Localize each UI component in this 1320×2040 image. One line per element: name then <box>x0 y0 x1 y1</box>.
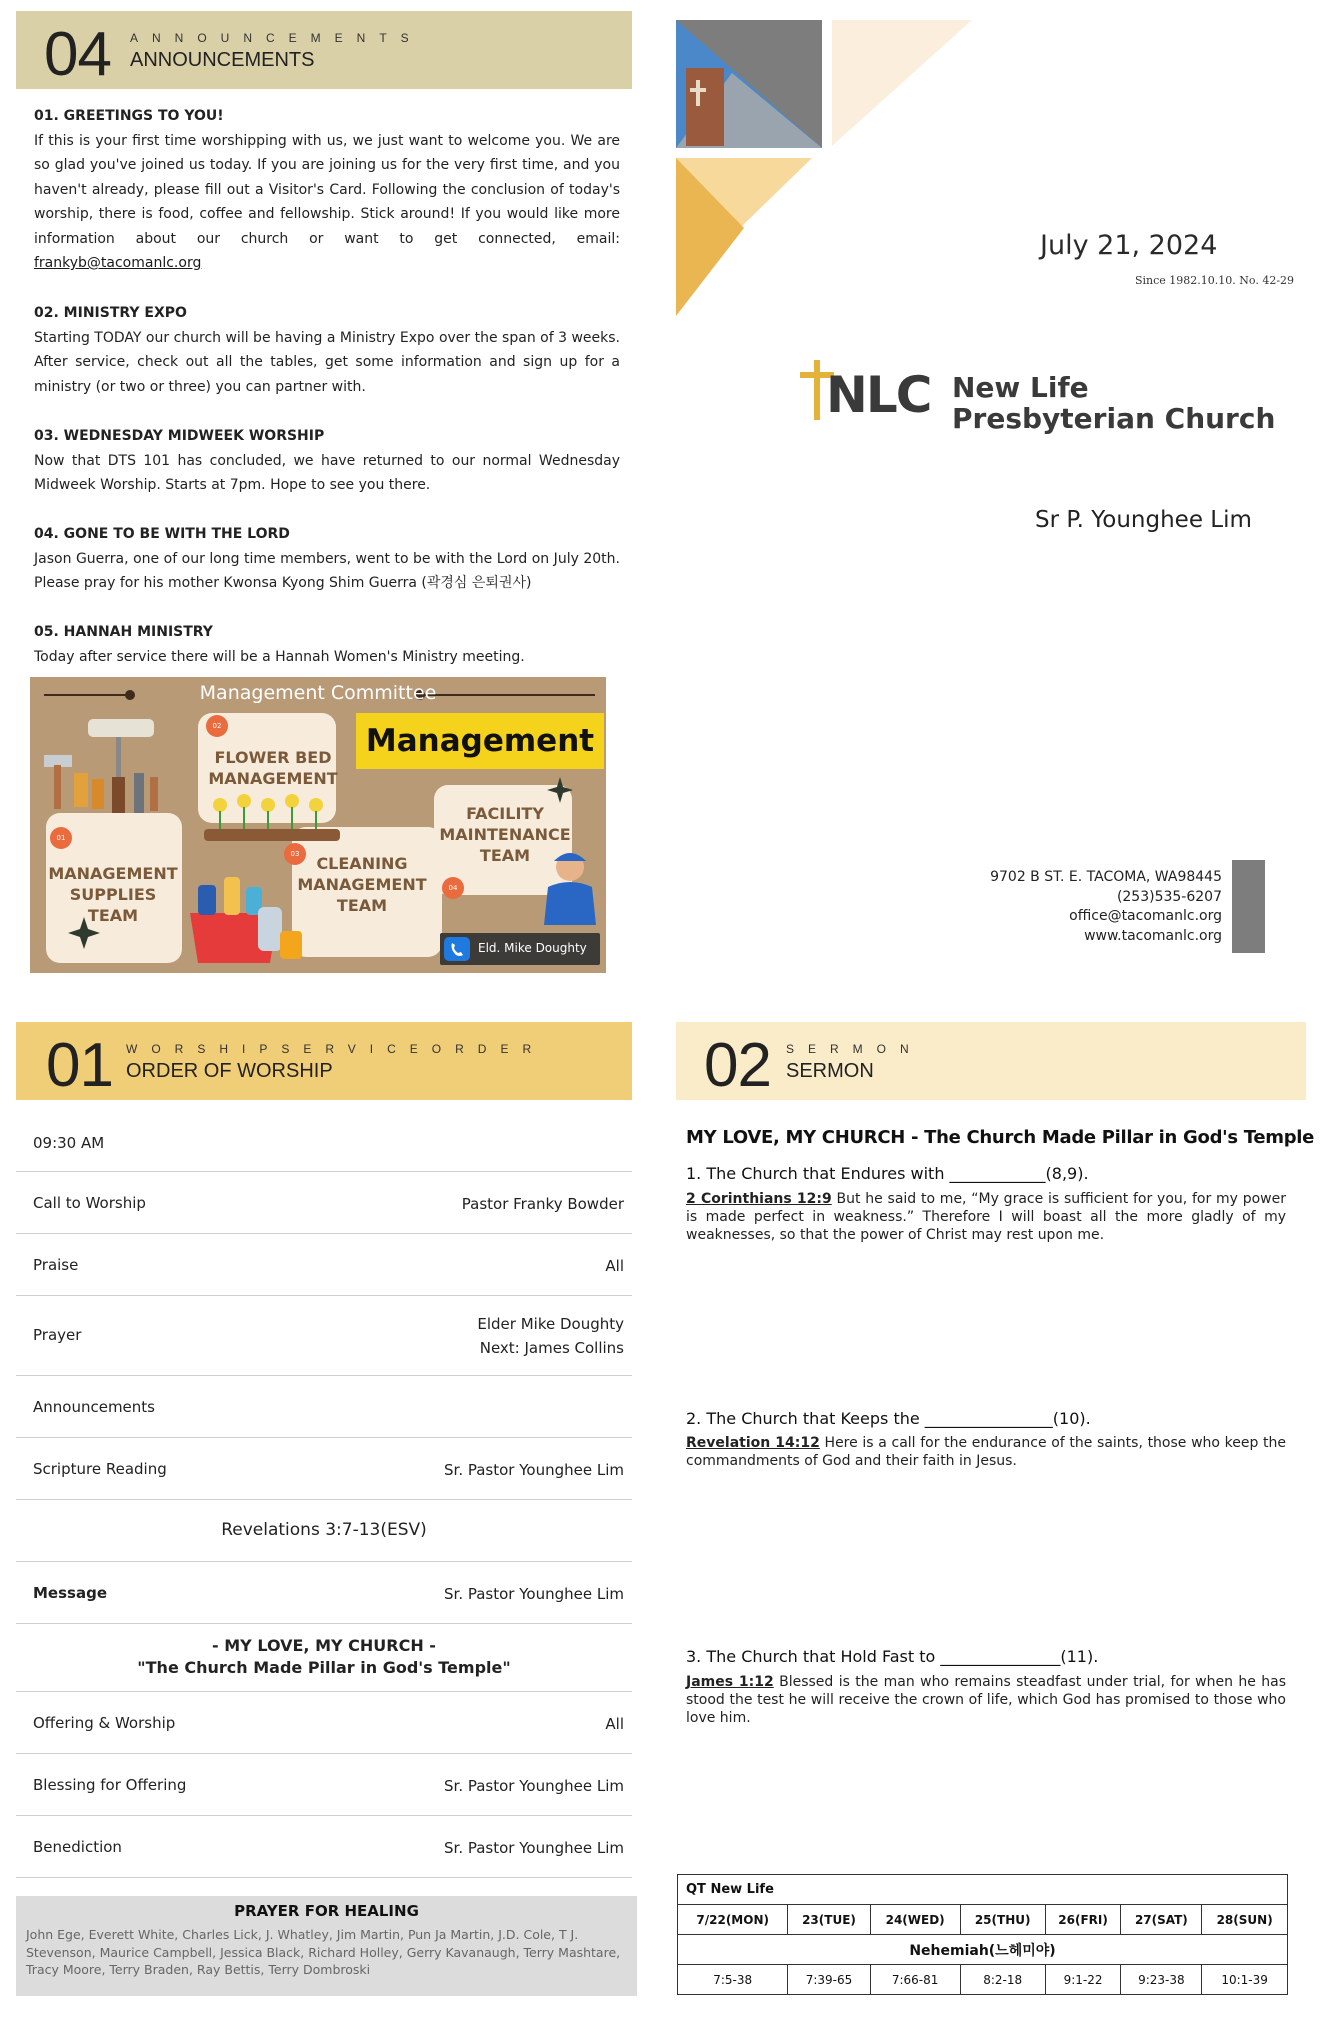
flower-icon <box>204 794 340 841</box>
verse-reference: James 1:12 <box>686 1674 774 1690</box>
qt-reading-table <box>677 1874 1288 1995</box>
poster-title: Management Committee <box>199 682 437 704</box>
qt-day: 28(SUN) <box>1202 1905 1288 1935</box>
announcement-3 <box>34 424 620 498</box>
message-title: "The Church Made Pillar in God's Temple" <box>137 1658 511 1677</box>
announcement-heading: 01. GREETINGS TO YOU! <box>34 108 224 124</box>
worship-row <box>16 1234 632 1296</box>
announcement-body: Jason Guerra, one of our long time members, went to be with the Lord on July 20th. Please pray for his mother Kwonsa Kyong Shim Guerra (곽경심 은퇴권사) <box>34 550 620 591</box>
section-number: 02 <box>704 1031 771 1100</box>
sermon-point-1: 1. The Church that Endures with ____________(8,9). <box>686 1164 1089 1183</box>
worker-icon <box>544 853 596 925</box>
worship-item: Benediction <box>33 1838 122 1856</box>
worship-header <box>16 1022 632 1100</box>
announcement-2 <box>34 301 620 399</box>
worship-row <box>16 1754 632 1816</box>
card-label: CLEANING MANAGEMENT TEAM <box>297 854 427 915</box>
qt-verses-row <box>678 1965 1288 1995</box>
announcement-1 <box>34 104 620 276</box>
healing-title: PRAYER FOR HEALING <box>234 1902 419 1920</box>
qt-day: 24(WED) <box>870 1905 960 1935</box>
announcement-body: Now that DTS 101 has concluded, we have returned to our normal Wednesday Midweek Worship. Starts at 7pm. Hope to see you there. <box>34 452 620 493</box>
worship-row <box>16 1816 632 1878</box>
phone-number: (253)535-6207 <box>1116 889 1222 905</box>
verse-reference: 2 Corinthians 12:9 <box>686 1191 832 1207</box>
announcement-body: Today after service there will be a Hannah Women's Ministry meeting. <box>34 648 525 665</box>
verse-text: Blessed is the man who remains steadfast under trial, for when he has stood the test he will receive the crown of life, which God has promised to those who love him. <box>686 1674 1286 1726</box>
worship-item: Prayer <box>33 1326 82 1344</box>
qt-verse: 7:5-38 <box>678 1965 788 1995</box>
sermon-verse-1 <box>686 1190 1286 1244</box>
church-name-line2: Presbyterian Church <box>952 402 1276 435</box>
prayer-for-healing <box>16 1896 637 1996</box>
sermon-verse-3 <box>686 1673 1286 1727</box>
sermon-point-3: 3. The Church that Hold Fast to _______________(11). <box>686 1647 1099 1666</box>
service-time-row <box>16 1110 632 1172</box>
poster-illustrations <box>30 677 606 973</box>
verse-reference: Revelation 14:12 <box>686 1435 820 1451</box>
worship-item: Call to Worship <box>33 1194 146 1212</box>
management-committee-poster <box>30 677 606 973</box>
worship-leader: All <box>605 1715 624 1733</box>
worship-leader: Sr. Pastor Younghee Lim <box>444 1461 624 1479</box>
worship-leader: Elder Mike Doughty <box>477 1315 624 1333</box>
verse-text: Here is a call for the endurance of the saints, those who keep the commandments of God and their faith in Jesus. <box>686 1435 1286 1469</box>
card-label: FLOWER BED MANAGEMENT <box>208 748 338 788</box>
qt-title: QT New Life <box>678 1875 1288 1905</box>
senior-pastor: Sr P. Younghee Lim <box>1035 507 1252 533</box>
sermon-header <box>676 1022 1306 1100</box>
announcement-body <box>34 129 620 276</box>
email-link[interactable]: frankyb@tacomanlc.org <box>34 255 202 271</box>
church-name <box>952 372 1275 434</box>
announcement-heading: 05. HANNAH MINISTRY <box>34 624 213 640</box>
qt-verse: 7:39-65 <box>788 1965 870 1995</box>
qt-day: 23(TUE) <box>788 1905 870 1935</box>
announcement-text: If this is your first time worshipping with us, we just want to welcome you. We are so glad you've joined us today. If you are joining us for the very first time, and you haven't already, please fill out a Visitor's Card. Following the conclusion of today's worship, there is food, coffee and fellowship. Stick around! If you would like more information about our church or want to get connected, email: <box>34 132 620 247</box>
message-title-row <box>16 1624 632 1692</box>
cleaning-bucket-icon <box>190 877 302 963</box>
section-number: 01 <box>46 1031 113 1100</box>
hammer-icon <box>44 755 72 809</box>
worship-leader: All <box>605 1257 624 1275</box>
worship-row <box>16 1692 632 1754</box>
card-number-badge: 02 <box>206 715 228 737</box>
sermon-title: MY LOVE, MY CHURCH - The Church Made Pillar in God's Temple <box>686 1127 1315 1148</box>
section-title: SERMON <box>786 1060 874 1082</box>
announcement-heading: 02. MINISTRY EXPO <box>34 305 187 321</box>
announcements-header <box>16 11 632 89</box>
sermon-verse-2 <box>686 1434 1286 1470</box>
qt-book: Nehemiah(느헤미야) <box>678 1935 1288 1965</box>
worship-leader: Pastor Franky Bowder <box>461 1195 624 1213</box>
bulletin-date: July 21, 2024 <box>1040 230 1218 261</box>
announcement-5 <box>34 620 620 669</box>
worship-leader: Sr. Pastor Younghee Lim <box>444 1777 624 1795</box>
worship-leader: Sr. Pastor Younghee Lim <box>444 1585 624 1603</box>
scripture-passage-row <box>16 1500 632 1562</box>
section-title: ORDER OF WORSHIP <box>126 1060 333 1082</box>
card-label: MANAGEMENT SUPPLIES TEAM <box>48 864 178 925</box>
card-label: FACILITY MAINTENANCE TEAM <box>439 804 571 865</box>
card-number-badge: 03 <box>284 843 306 865</box>
card-number-badge: 01 <box>50 827 72 849</box>
section-title: ANNOUNCEMENTS <box>130 49 315 71</box>
church-logo <box>800 356 950 432</box>
section-number: 04 <box>44 20 111 89</box>
website[interactable]: www.tacomanlc.org <box>1084 928 1222 944</box>
service-time: 09:30 AM <box>33 1134 105 1152</box>
section-spaced-label: WORSHIPSERVICEORDER <box>126 1042 546 1056</box>
worship-item: Blessing for Offering <box>33 1776 187 1794</box>
cover-geometric-art <box>672 18 992 318</box>
worship-row <box>16 1438 632 1500</box>
qt-verse: 9:1-22 <box>1045 1965 1121 1995</box>
qt-verse: 9:23-38 <box>1121 1965 1202 1995</box>
section-spaced-label: ANNOUNCEMENTS <box>130 31 423 45</box>
church-name-line1: New Life <box>952 371 1089 404</box>
worship-row <box>16 1562 632 1624</box>
qt-verse: 7:66-81 <box>870 1965 960 1995</box>
worship-item: Praise <box>33 1256 79 1274</box>
qt-title-row <box>678 1875 1288 1905</box>
qt-book-row <box>678 1935 1288 1965</box>
worship-item: Scripture Reading <box>33 1460 167 1478</box>
worship-row <box>16 1376 632 1438</box>
worship-leader: Sr. Pastor Younghee Lim <box>444 1839 624 1857</box>
qt-days-row <box>678 1905 1288 1935</box>
card-number-badge: 04 <box>442 877 464 899</box>
contact-name: Eld. Mike Doughty <box>478 941 587 955</box>
qt-verse: 10:1-39 <box>1202 1965 1288 1995</box>
qt-day: 27(SAT) <box>1121 1905 1202 1935</box>
sermon-point-2: 2. The Church that Keeps the ________________(10). <box>686 1409 1091 1428</box>
worship-item: Offering & Worship <box>33 1714 176 1732</box>
logo-letters: NLC <box>826 366 931 424</box>
since-line: Since 1982.10.10. No. 42-29 <box>1135 274 1295 287</box>
announcement-heading: 04. GONE TO BE WITH THE LORD <box>34 526 290 542</box>
message-series: - MY LOVE, MY CHURCH - <box>212 1636 436 1655</box>
worship-item: Announcements <box>33 1398 155 1416</box>
address: 9702 B ST. E. TACOMA, WA98445 <box>990 869 1222 885</box>
decorative-bar <box>1232 860 1265 953</box>
worship-row <box>16 1296 632 1376</box>
scripture-passage: Revelations 3:7-13(ESV) <box>221 1520 427 1540</box>
verse-text: But he said to me, “My grace is sufficient for you, for my power is made perfect in weakness.” Therefore I will boast all the more gladly of my weaknesses, so that the power of Christ may rest upon me. <box>686 1191 1286 1243</box>
announcement-4 <box>34 522 620 596</box>
healing-names: John Ege, Everett White, Charles Lick, J. Whatley, Jim Martin, Pun Ja Martin, J.D. Cole, T J. Stevenson, Maurice Campbell, Jessica Black, Richard Holley, Gerry Kavanaugh, Terry Mashtare, Tracy Moore, Terry Braden, Ray Bettis, Terry Dombroski <box>26 1927 621 1977</box>
section-spaced-label: SERMON <box>786 1042 923 1056</box>
worship-row <box>16 1172 632 1234</box>
qt-day: 7/22(MON) <box>678 1905 788 1935</box>
worship-item: Message <box>33 1584 107 1602</box>
worship-next-leader: Next: James Collins <box>479 1339 624 1357</box>
qt-day: 25(THU) <box>960 1905 1045 1935</box>
contact-badge <box>440 933 600 965</box>
announcement-heading: 03. WEDNESDAY MIDWEEK WORSHIP <box>34 428 325 444</box>
office-email[interactable]: office@tacomanlc.org <box>1069 908 1222 924</box>
qt-verse: 8:2-18 <box>960 1965 1045 1995</box>
poster-badge-text: Management <box>365 723 595 759</box>
announcement-body: Starting TODAY our church will be having a Ministry Expo over the span of 3 weeks. After service, check out all the tables, get some information and sign up for a ministry (or two or three) you can partner with. <box>34 329 620 395</box>
qt-day: 26(FRI) <box>1045 1905 1121 1935</box>
phone-icon <box>444 937 470 961</box>
